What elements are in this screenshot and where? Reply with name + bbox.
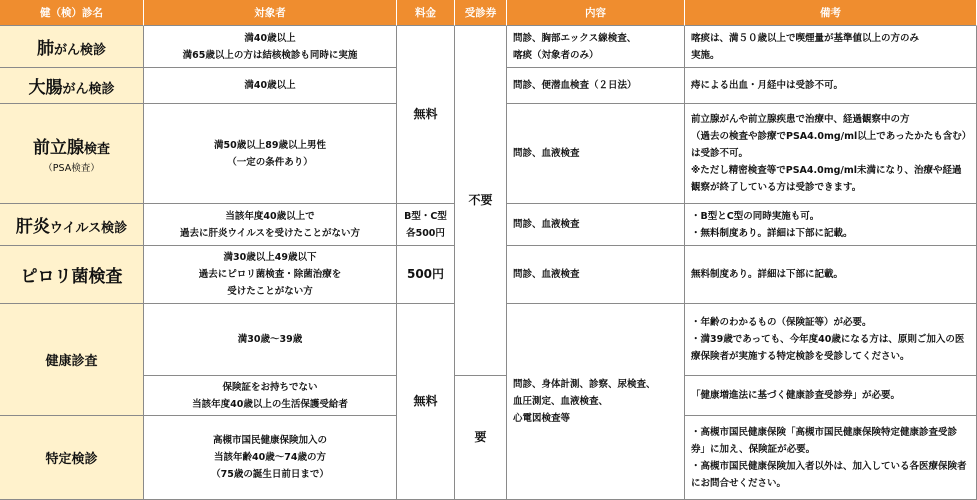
notes-lung — [685, 26, 977, 68]
content-checkup — [507, 304, 685, 500]
name-specific-label: 特定検診 — [45, 452, 98, 467]
note-line: ・高槻市国民健康保険加入者以外は、加入している各医療保険者にお問合せください。 — [691, 460, 967, 489]
fee-pylori — [397, 246, 455, 304]
content-line: 喀痰（対象者のみ） — [513, 49, 599, 61]
target-line: 当該年齢40歳～74歳の方 — [214, 452, 326, 463]
name-health — [0, 304, 144, 416]
name-hepatitis — [0, 204, 144, 246]
fee-free-label: 無料 — [413, 107, 438, 121]
notes-specific — [685, 416, 977, 500]
content-hepatitis — [507, 204, 685, 246]
target-line: 満40歳以上 — [244, 32, 296, 44]
notes-prostate — [685, 104, 977, 204]
content-line: 心電図検査等 — [513, 413, 571, 424]
fee-free-bottom — [397, 304, 455, 500]
fee-line: B型・C型 — [404, 210, 447, 222]
target-line: （一定の条件あり） — [227, 156, 313, 168]
name-lung-main: 肺 — [36, 39, 54, 59]
notes-colon — [685, 68, 977, 104]
target-line: 保険証をお持ちでない — [222, 381, 318, 393]
content-pylori — [507, 246, 685, 304]
fee-free-top — [397, 26, 455, 204]
ticket-unneeded — [455, 26, 507, 376]
fee-hepatitis — [397, 204, 455, 246]
fee-free-label: 無料 — [413, 394, 438, 408]
note-line: 無料制度あり。詳細は下部に記載。 — [691, 269, 844, 280]
note-line: （過去の検査や診療でPSA4.0mg/ml以上であったかたも含む）は受診不可。 — [691, 131, 967, 159]
target-line: 満30歳以上49歳以下 — [223, 252, 317, 263]
note-line: ・無料制度あり。詳細は下部に記載。 — [691, 227, 853, 239]
content-prostate — [507, 104, 685, 204]
target-line: 満30歳～39歳 — [237, 334, 303, 345]
content-line: 問診、血液検査 — [513, 148, 580, 159]
note-line: 前立腺がんや前立腺疾患で治療中、経過観察中の方 — [691, 114, 910, 125]
header-notes: 備考 — [685, 0, 977, 26]
header-ticket: 受診券 — [455, 0, 507, 26]
note-line: 「健康増進法に基づく健康診査受診券」が必要。 — [691, 390, 901, 401]
target-colon — [144, 68, 397, 104]
target-health-b — [144, 376, 397, 416]
target-prostate — [144, 104, 397, 204]
ticket-label: 要 — [474, 430, 487, 444]
note-line: ・B型とC型の同時実施も可。 — [691, 210, 820, 222]
fee-line: 500円 — [406, 267, 445, 281]
header-fee: 料金 — [397, 0, 455, 26]
ticket-needed — [455, 376, 507, 500]
content-line: 問診、血液検査 — [513, 269, 580, 280]
ticket-label: 不要 — [468, 193, 493, 207]
name-prostate — [0, 104, 144, 204]
target-line: 過去にピロリ菌検査・除菌治療を — [198, 269, 342, 280]
fee-line: 各500円 — [406, 227, 445, 239]
header-target: 対象者 — [144, 0, 397, 26]
name-pylori-rest: 検査 — [88, 267, 123, 287]
target-line: （75歳の誕生日前日まで） — [211, 469, 329, 480]
target-line: 当該年度40歳以上の生活保護受給者 — [192, 398, 348, 410]
note-line: 喀痰は、満５０歳以上で喫煙量が基準値以上の方のみ — [691, 32, 920, 44]
name-hepatitis-main: 肝炎 — [15, 217, 50, 237]
note-line: ・年齢のわかるもの（保険証等）が必要。 — [691, 317, 872, 328]
notes-pylori — [685, 246, 977, 304]
notes-hepatitis — [685, 204, 977, 246]
content-line: 血圧測定、血液検査、 — [513, 396, 609, 407]
note-line: ・高槻市国民健康保険「高槻市国民健康保険特定健康診査受診券」に加え、保険証が必要。 — [691, 426, 958, 455]
note-line: ※ただし精密検査等でPSA4.0mg/ml未満になり、治療や経過観察が終了している方は受診できます。 — [691, 165, 962, 193]
notes-health-b — [685, 376, 977, 416]
name-pylori-main: ピロリ菌 — [20, 267, 89, 287]
target-pylori — [144, 246, 397, 304]
name-lung — [0, 26, 144, 68]
name-colon-main: 大腸 — [28, 78, 63, 98]
target-lung — [144, 26, 397, 68]
name-colon — [0, 68, 144, 104]
note-line: 実施。 — [691, 49, 720, 61]
name-lung-rest: がん検診 — [53, 43, 106, 58]
target-line: 満65歳以上の方は結核検診も同時に実施 — [182, 49, 358, 61]
name-colon-rest: がん検診 — [62, 82, 115, 97]
notes-health-a — [685, 304, 977, 376]
target-hepatitis — [144, 204, 397, 246]
target-specific — [144, 416, 397, 500]
content-colon — [507, 68, 685, 104]
target-line: 満50歳以上89歳以上男性 — [214, 139, 326, 151]
note-line: 痔による出血・月経中は受診不可。 — [691, 80, 844, 91]
name-prostate-sub: （PSA検査） — [43, 163, 100, 174]
name-health-label: 健康診査 — [45, 354, 98, 369]
target-line: 受けたことがない方 — [227, 286, 313, 297]
header-exam-name: 健（検）診名 — [0, 0, 144, 26]
content-line: 問診、身体計測、診察、尿検査、 — [513, 379, 656, 390]
name-prostate-rest: 検査 — [83, 142, 110, 157]
target-line: 過去に肝炎ウイルスを受けたことがない方 — [180, 227, 360, 239]
note-line: ・満39歳であっても、今年度40歳になる方は、原則ご加入の医療保険者が実施する特定検診を受診してください。 — [691, 334, 965, 362]
content-line: 問診、血液検査 — [513, 219, 580, 230]
target-line: 高槻市国民健康保険加入の — [212, 435, 327, 446]
name-specific — [0, 416, 144, 500]
header-content: 内容 — [507, 0, 685, 26]
target-health-a — [144, 304, 397, 376]
target-line: 満40歳以上 — [244, 80, 296, 91]
name-prostate-main: 前立腺 — [32, 138, 84, 158]
target-line: 当該年度40歳以上で — [225, 210, 315, 222]
name-hepatitis-rest: ウイルス検診 — [49, 221, 128, 236]
content-line: 問診、胸部エックス線検査、 — [513, 32, 637, 44]
content-lung — [507, 26, 685, 68]
content-line: 問診、便潜血検査（２日法） — [513, 80, 637, 91]
name-pylori — [0, 246, 144, 304]
